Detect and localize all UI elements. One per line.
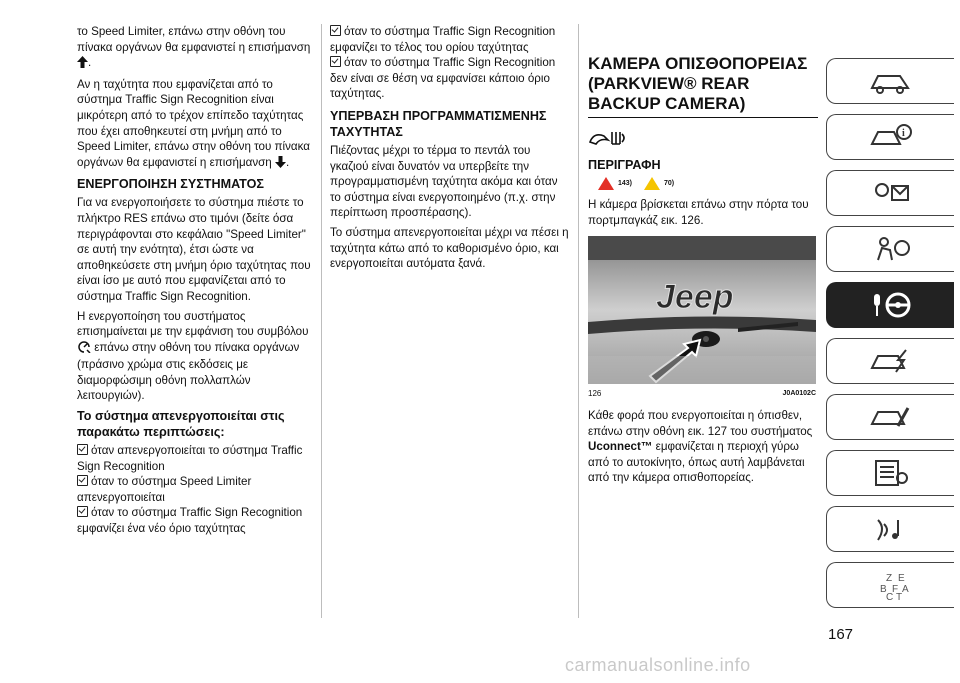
section-heading: ΠΕΡΙΓΡΑΦΗ bbox=[588, 157, 661, 172]
tab-driving[interactable] bbox=[826, 282, 954, 328]
tab-technical-data[interactable] bbox=[826, 450, 954, 496]
section-heading: ΥΠΕΡΒΑΣΗ ΠΡΟΓΡΑΜΜΑΤΙΣΜΕΝΗΣ ΤΑΧΥΤΗΤΑΣ bbox=[330, 108, 547, 139]
svg-text:C: C bbox=[885, 592, 893, 600]
arrow-up-icon bbox=[77, 56, 88, 73]
svg-text:i: i bbox=[901, 128, 905, 139]
svg-text:Z: Z bbox=[885, 573, 892, 584]
bullet-list bbox=[77, 443, 312, 537]
paragraph: Το σύστημα απενεργοποιείται μέχρι να πέσει η ταχύτητα κάτω από το καθορισμένο όριο, και ενεργοποιείται αυτόματα ξανά. bbox=[330, 225, 569, 271]
checkbox-bullet-icon bbox=[77, 475, 88, 486]
paragraph: Για να ενεργοποιήσετε το σύστημα πιέστε το πλήκτρο RES επάνω στο τιμόνι (δείτε όσα περιγράφονται στο κεφάλαιο "Speed Limiter" σε αυτή την ενότητα), έτσι ώστε να αποθηκεύσετε στη μνήμη όριο ταχύτητας που είναι ίσο με αυτό που εμφανίζεται από το σύστημα Traffic Sign Recognition. bbox=[77, 196, 311, 303]
list-item: όταν το σύστημα Traffic Sign Recognition δεν είναι σε θέση να εμφανίσει κάποιο όριο ταχύτητας. bbox=[330, 56, 556, 101]
paragraph: Πιέζοντας μέχρι το τέρμα το πεντάλ του γκαζιού είναι δυνατόν να υπερβείτε την προγραμματισμένη ταχύτητα ακόμα και όταν το σύστημα είναι ενεργοποιημένο (π.χ. στην περίπτωση προσπέρασης). bbox=[330, 143, 558, 220]
tab-knowing-vehicle[interactable] bbox=[826, 114, 954, 160]
list-item: όταν το σύστημα Traffic Sign Recognition εμφανίζει το τέλος του ορίου ταχύτητας bbox=[330, 25, 556, 54]
index-icon bbox=[868, 570, 914, 600]
paragraph: Η κάμερα βρίσκεται επάνω στην πόρτα του πορτμπαγκάζ εικ. 126. bbox=[588, 198, 809, 227]
car-crash-icon bbox=[868, 346, 914, 376]
caution-triangle-icon bbox=[644, 177, 660, 190]
list-item: όταν απενεργοποιείται το σύστημα Traffic Sign Recognition bbox=[77, 444, 303, 473]
warning-references: 143) 70) bbox=[598, 176, 818, 192]
car-repair-icon bbox=[868, 402, 914, 432]
svg-text:A: A bbox=[901, 584, 909, 595]
paragraph: Κάθε φορά που ενεργοποιείται η όπισθεν, επάνω στην οθόνη εικ. 127 του συστήματος Uconnect™ εμφανίζεται η περιοχή γύρω από το αυτοκίνητο, όπως αυτή λαμβάνεται από την κάμερα οπισθοπορείας. bbox=[588, 408, 813, 485]
tab-emergency[interactable] bbox=[826, 338, 954, 384]
list-item: όταν το σύστημα Traffic Sign Recognition εμφανίζει ένα νέο όριο ταχύτητας bbox=[77, 506, 303, 536]
checkbox-bullet-icon bbox=[77, 506, 88, 517]
arrow-down-icon bbox=[275, 156, 286, 173]
bullet-list bbox=[330, 24, 570, 102]
tab-dashboard[interactable] bbox=[826, 58, 954, 104]
column-1 bbox=[77, 24, 312, 537]
paragraph: το Speed Limiter, επάνω στην οθόνη του πίνακα οργάνων θα εμφανιστεί η επισήμανση . bbox=[77, 24, 312, 73]
list-item: όταν το σύστημα Speed Limiter απενεργοποιείται bbox=[77, 475, 252, 504]
column-divider-2 bbox=[578, 24, 579, 618]
multimedia-icon bbox=[868, 514, 914, 544]
warning-triangle-icon bbox=[598, 177, 614, 190]
checkbox-bullet-icon bbox=[77, 444, 88, 455]
checkbox-bullet-icon bbox=[330, 25, 341, 36]
tab-safety[interactable] bbox=[826, 226, 954, 272]
watermark: carmanualsonline.info bbox=[565, 655, 751, 675]
camera-symbol-icon bbox=[588, 128, 818, 153]
figure-caption: 126 J0A0102C bbox=[588, 389, 816, 399]
column-3 bbox=[588, 24, 818, 490]
tab-index[interactable] bbox=[826, 562, 954, 608]
airbag-safety-icon bbox=[868, 234, 914, 264]
car-dashboard-icon bbox=[868, 66, 914, 96]
car-info-icon bbox=[868, 122, 914, 152]
paragraph: Η ενεργοποίηση του συστήματος επισημαίνεται με την εμφάνιση του συμβόλου επάνω στην οθόνη του πίνακα οργάνων (πράσινο χρώμα στις εκδόσεις με διαμορφώσιμη οθόνη πολλαπλών λειτουργιών). bbox=[77, 309, 309, 403]
svg-text:E: E bbox=[897, 573, 905, 584]
checkbox-bullet-icon bbox=[330, 56, 341, 67]
warning-light-icon bbox=[868, 178, 914, 208]
chapter-title: ΚΑΜΕΡΑ ΟΠΙΣΘΟΠΟΡΕΙΑΣ (PARKVIEW® REAR BACKUP CAMERA) bbox=[588, 54, 818, 118]
chapter-tabs bbox=[826, 58, 960, 618]
column-divider-1 bbox=[321, 24, 322, 618]
tab-multimedia[interactable] bbox=[826, 506, 954, 552]
jeep-logo: Jeep bbox=[656, 278, 734, 317]
column-2 bbox=[330, 24, 570, 276]
key-steering-icon bbox=[868, 290, 914, 320]
camera-photo bbox=[588, 236, 816, 384]
tab-maintenance[interactable] bbox=[826, 394, 954, 440]
section-heading: ΕΝΕΡΓΟΠΟΙΗΣΗ ΣΥΣΤΗΜΑΤΟΣ bbox=[77, 177, 264, 192]
figure bbox=[588, 236, 816, 402]
technical-data-icon bbox=[868, 458, 914, 488]
svg-text:T: T bbox=[895, 592, 902, 600]
tsr-limiter-icon bbox=[77, 341, 91, 358]
section-heading: Το σύστημα απενεργοποιείται στις παρακάτω περιπτώσεις: bbox=[77, 409, 285, 440]
tab-warning-lights[interactable] bbox=[826, 170, 954, 216]
svg-text:F: F bbox=[891, 584, 898, 595]
page-number: 167 bbox=[828, 626, 854, 643]
paragraph: Αν η ταχύτητα που εμφανίζεται από το σύστημα Traffic Sign Recognition είναι μικρότερη από το τρέχον επίπεδο ταχύτητας που έχει αποθηκευτεί στη μνήμη από το Speed Limiter, επάνω στην οθόνη του πίνακα οργάνων θα εμφανιστεί η επισήμανση . bbox=[77, 77, 312, 173]
svg-text:B: B bbox=[879, 584, 887, 595]
